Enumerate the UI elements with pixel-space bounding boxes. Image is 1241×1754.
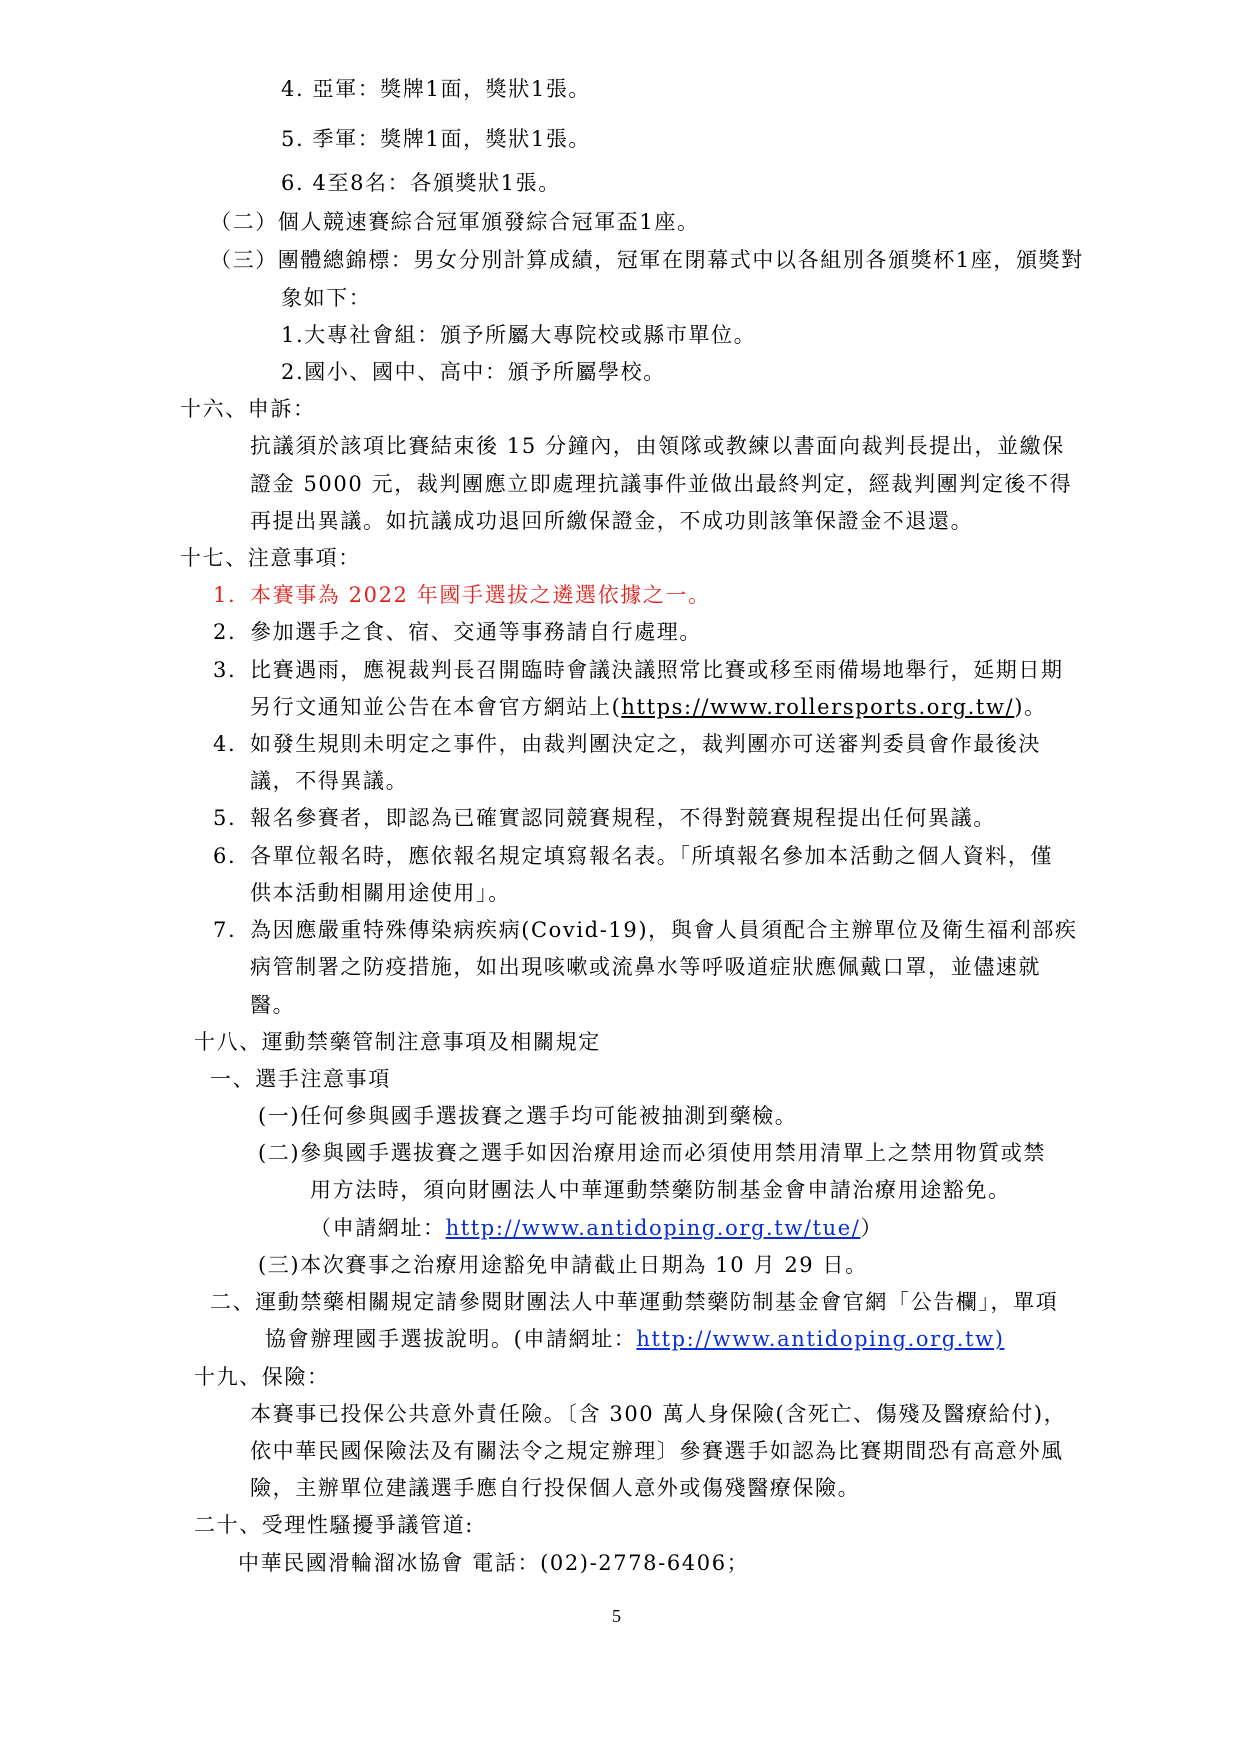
doping-sub2-text: 協會辦理國手選拔說明。(申請網址： (265, 1327, 637, 1351)
doping-item-2-cont: 用方法時，須向財團法人中華運動禁藥防制基金會申請治療用途豁免。 (310, 1178, 1011, 1202)
insurance-text-3: 險，主辦單位建議選手應自行投保個人意外或傷殘醫療保險。 (250, 1476, 861, 1500)
award-section-3: （三）團體總錦標：男女分別計算成績，冠軍在閉幕式中以各組別各頒獎杯1座，頒獎對 (210, 248, 1084, 272)
insurance-text-2: 依中華民國保險法及有關法令之規定辦理〕參賽選手如認為比賽期間恐有高意外風 (250, 1439, 1064, 1463)
appeal-text-2: 證金 5000 元，裁判團應立即處理抗議事件並做出最終判定，經裁判團判定後不得 (250, 472, 1073, 496)
notice-item-4-cont: 議，不得異議。 (250, 769, 409, 793)
notice-num-4: 4. (213, 732, 237, 756)
insurance-text-1: 本賽事已投保公共意外責任險。〔含 300 萬人身保險(含死亡、傷殘及醫療給付)， (250, 1402, 1067, 1426)
notice-item-3-text: 另行文通知並公告在本會官方網站上( (250, 695, 622, 719)
section-heading-20: 二十、受理性騷擾爭議管道: (194, 1513, 474, 1537)
notice-num-2: 2. (213, 620, 237, 644)
notice-item-5: 報名參賽者，即認為已確實認同競賽規程，不得對競賽規程提出任何異議。 (250, 806, 996, 830)
notice-item-6: 各單位報名時，應依報名規定填寫報名表。「所填報名參加本活動之個人資料，僅 (250, 844, 1054, 868)
notice-num-6: 6. (213, 844, 237, 868)
doping-subheading-2: 二、運動禁藥相關規定請參閱財團法人中華運動禁藥防制基金會官網「公告欄」，單項 (210, 1290, 1059, 1314)
doping-subheading-1: 一、選手注意事項 (210, 1067, 391, 1091)
section-heading-16: 十六、申訴： (180, 397, 316, 421)
award-recipient-2: 2.國小、國中、高中：頒予所屬學校。 (281, 360, 666, 384)
doping-item-2-url (310, 1213, 883, 1243)
appeal-text-1: 抗議須於該項比賽結束後 15 分鐘內，由領隊或教練以書面向裁判長提出，並繳保 (250, 434, 1065, 458)
award-recipient-1: 1.大專社會組：頒予所屬大專院校或縣市單位。 (281, 323, 757, 347)
doping-item-1: (一)任何參與國手選拔賽之選手均可能被抽測到藥檢。 (258, 1104, 798, 1128)
antidoping-link[interactable]: http://www.antidoping.org.tw) (636, 1327, 1005, 1351)
page-number: 5 (612, 1606, 621, 1626)
appeal-text-3: 再提出異議。如抗議成功退回所繳保證金，不成功則該筆保證金不退還。 (250, 509, 974, 533)
contact-line: 中華民國滑輪溜冰協會 電話：(02)-2778-6406； (238, 1551, 750, 1575)
notice-item-6-cont: 供本活動相關用途使用」。 (250, 881, 511, 905)
notice-item-4: 如發生規則未明定之事件，由裁判團決定之，裁判團亦可送審判委員會作最後決 (250, 732, 1041, 756)
notice-item-3-end: )。 (1014, 695, 1047, 719)
award-item-6: 6. 4至8名：各頒獎狀1張。 (281, 171, 561, 195)
doping-item-2: (二)參與國手選拔賽之選手如因治療用途而必須使用禁用清單上之禁用物質或禁 (258, 1141, 1046, 1165)
notice-item-7-end: 醫。 (250, 993, 296, 1017)
rollersports-link[interactable]: https://www.rollersports.org.tw/ (621, 695, 1015, 719)
award-item-5: 5. 季軍：獎牌1面，獎狀1張。 (281, 127, 592, 151)
award-item-4: 4. 亞軍：獎牌1面，獎狀1張。 (281, 77, 592, 101)
doping-item-3: (三)本次賽事之治療用途豁免申請截止日期為 10 月 29 日。 (258, 1253, 868, 1277)
notice-item-1: 本賽事為 2022 年國手選拔之遴選依據之一。 (250, 583, 711, 607)
notice-item-3-cont (250, 692, 1047, 722)
section-heading-17: 十七、注意事項： (180, 546, 361, 570)
notice-num-5: 5. (213, 806, 237, 830)
notice-item-7-cont: 病管制署之防疫措施，如出現咳嗽或流鼻水等呼吸道症狀應佩戴口罩，並儘速就 (250, 955, 1041, 979)
notice-num-1: 1. (213, 583, 237, 607)
notice-item-3: 比賽遇雨，應視裁判長召開臨時會議決議照常比賽或移至雨備場地舉行，延期日期 (250, 658, 1064, 682)
doping-url-label: （申請網址： (310, 1216, 446, 1240)
notice-item-7: 為因應嚴重特殊傳染病疾病(Covid-19)，與會人員須配合主辦單位及衛生福利部疾 (250, 918, 1078, 942)
award-section-3-cont: 象如下： (281, 286, 372, 310)
doping-url-end: ） (860, 1216, 884, 1240)
notice-item-2: 參加選手之食、宿、交通等事務請自行處理。 (250, 620, 702, 644)
notice-num-3: 3. (213, 658, 237, 682)
doping-subheading-2-cont (265, 1324, 1004, 1354)
section-heading-18: 十八、運動禁藥管制注意事項及相關規定 (194, 1030, 601, 1054)
section-heading-19: 十九、保險： (194, 1365, 330, 1389)
award-section-2: （二）個人競速賽綜合冠軍頒發綜合冠軍盃1座。 (210, 210, 700, 234)
notice-num-7: 7. (213, 918, 237, 942)
antidoping-tue-link[interactable]: http://www.antidoping.org.tw/tue/ (445, 1216, 861, 1240)
